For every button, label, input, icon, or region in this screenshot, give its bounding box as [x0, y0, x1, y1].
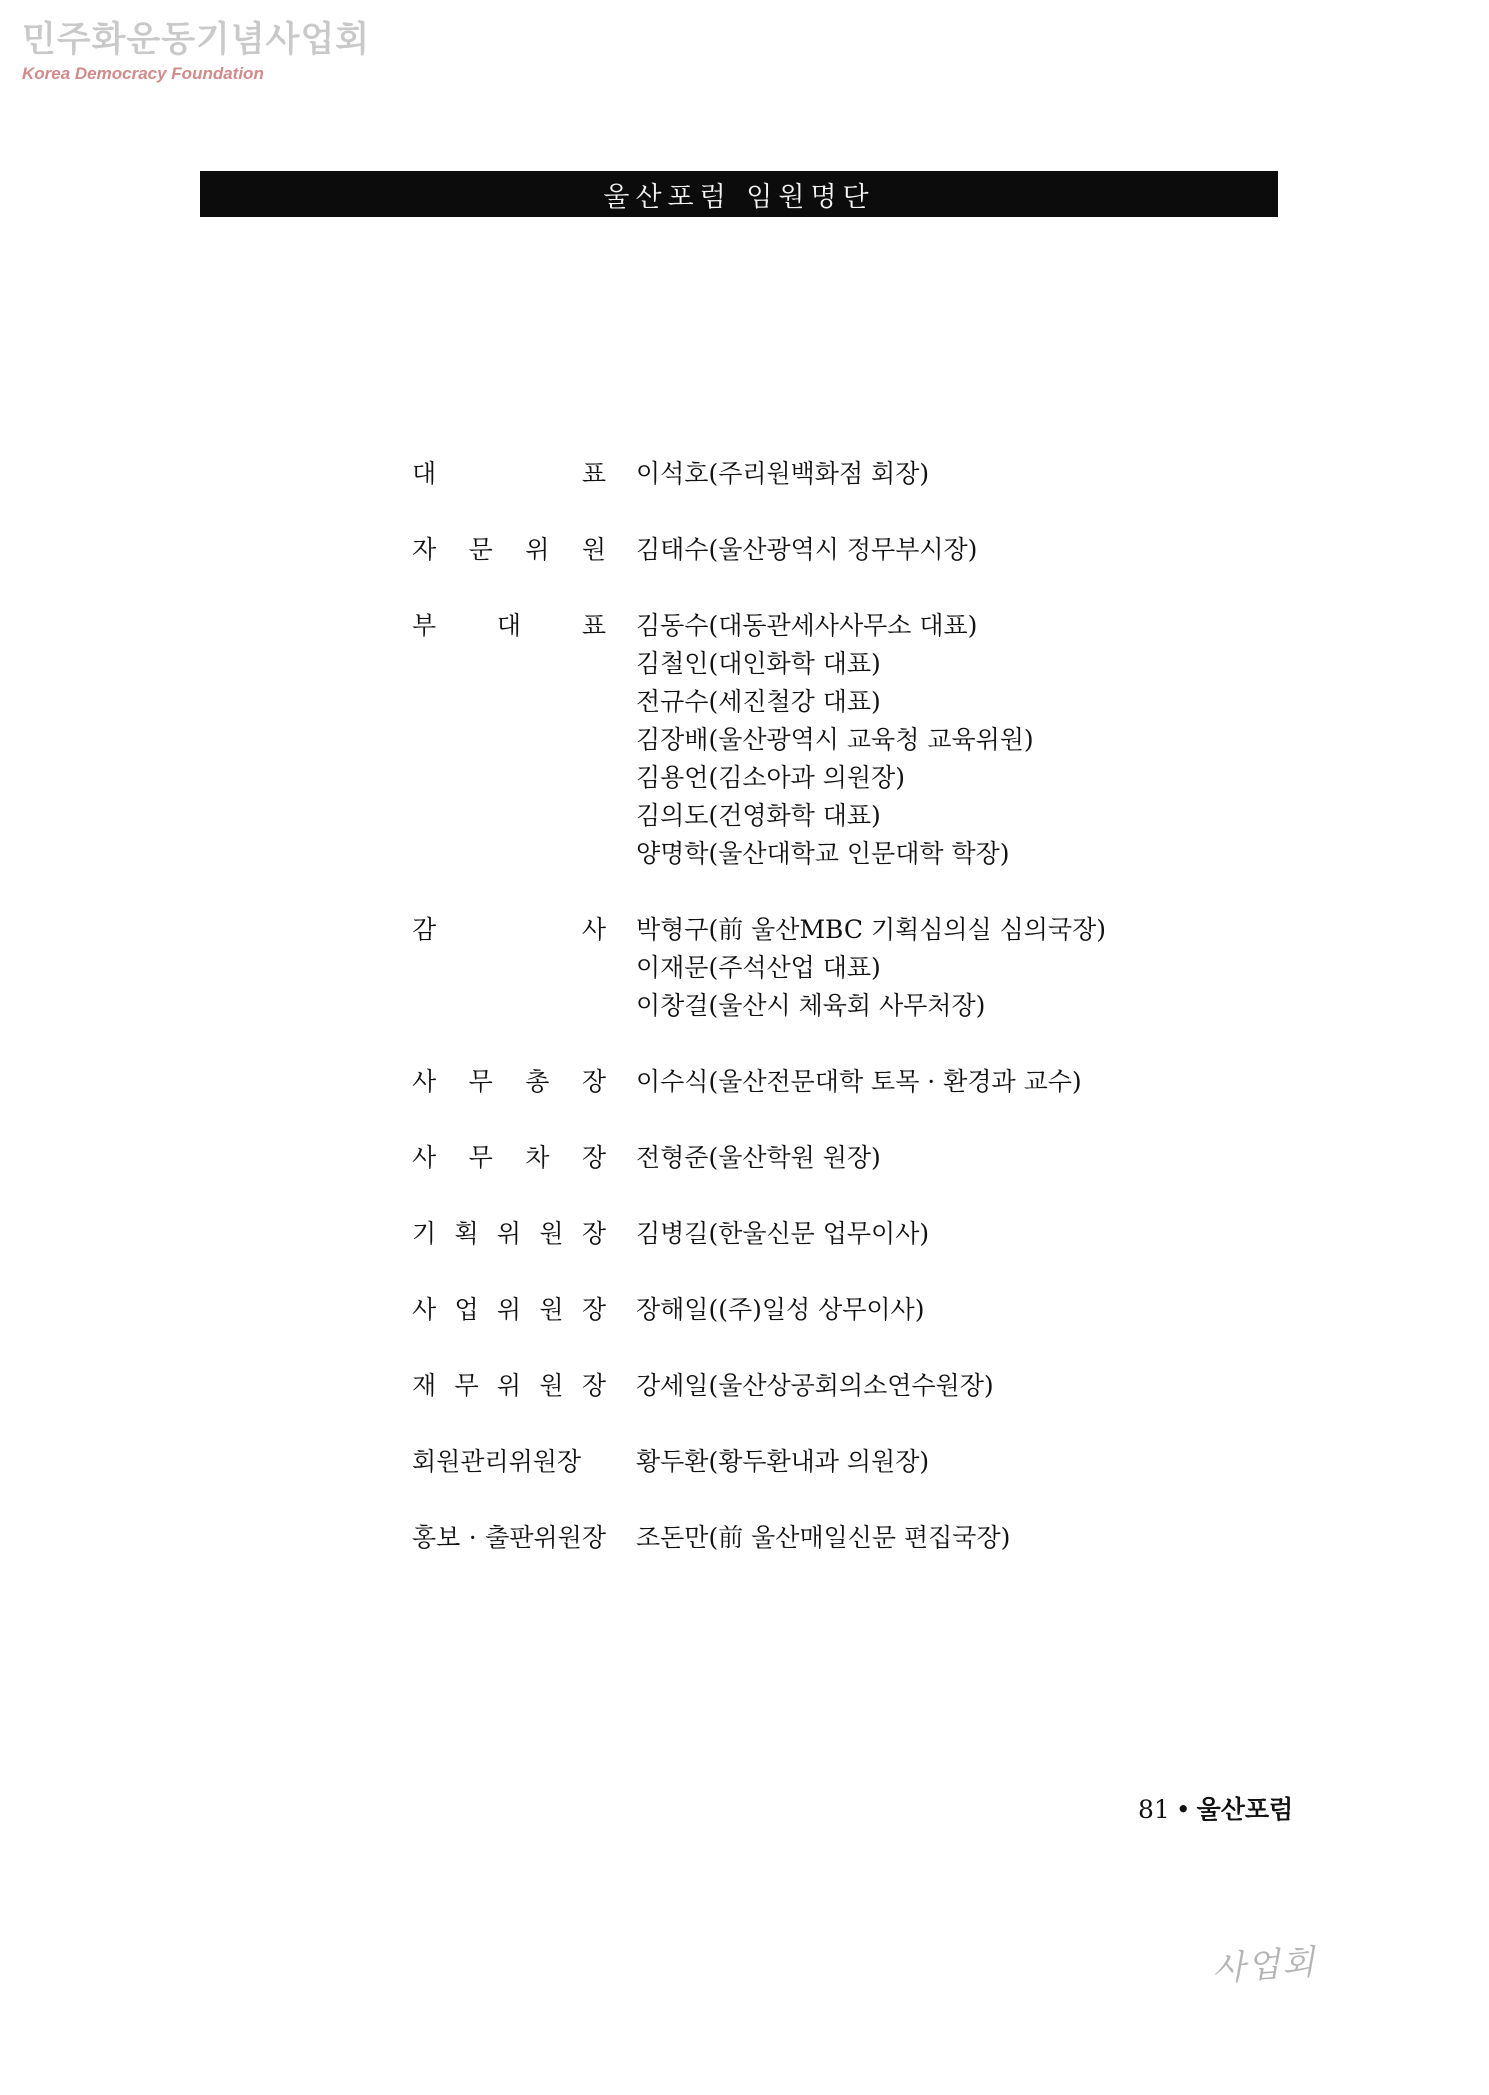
officer-name: 김용언(김소아과 의원장)	[636, 763, 905, 792]
officer-name: 장해일((주)일성 상무이사)	[636, 1295, 925, 1324]
footer-separator: •	[1175, 1795, 1191, 1824]
officer-name: 김의도(건영화학 대표)	[636, 801, 881, 830]
officer-entry	[412, 607, 1172, 873]
officer-entry	[412, 1139, 1172, 1177]
officer-role: 자 문 위 원	[412, 535, 606, 564]
officer-entry	[412, 531, 1172, 569]
officer-names	[636, 1063, 1082, 1101]
page-title: 울산포럼 임원명단	[603, 181, 875, 213]
officer-role: 사 무 총 장	[412, 1067, 606, 1096]
officer-entry	[412, 1519, 1172, 1557]
title-bar	[200, 171, 1278, 217]
officer-name: 양명학(울산대학교 인문대학 학장)	[636, 839, 1010, 868]
officer-entry	[412, 1063, 1172, 1101]
officer-name: 이창걸(울산시 체육회 사무처장)	[636, 991, 986, 1020]
officer-role: 기 획 위 원 장	[412, 1219, 606, 1248]
officer-names	[636, 455, 929, 493]
officer-entry	[412, 1367, 1172, 1405]
officer-entry	[412, 1215, 1172, 1253]
officer-role: 홍보 · 출판위원장	[412, 1523, 606, 1552]
officer-name: 박형구(前 울산MBC 기획심의실 심의국장)	[636, 915, 1107, 944]
watermark-korean: 민주화운동기념사업회	[22, 20, 371, 60]
officer-name: 김태수(울산광역시 정무부시장)	[636, 535, 978, 564]
officer-role: 재 무 위 원 장	[412, 1371, 606, 1400]
officer-entry	[412, 455, 1172, 493]
page-footer	[1138, 1790, 1293, 1826]
officer-names	[636, 1291, 924, 1329]
officer-names	[636, 1215, 929, 1253]
officer-entry	[412, 1443, 1172, 1481]
publication-name: 울산포럼	[1196, 1795, 1294, 1824]
officer-name: 강세일(울산상공회의소연수원장)	[636, 1371, 994, 1400]
officer-name: 이석호(주리원백화점 회장)	[636, 459, 930, 488]
officer-names	[636, 607, 1034, 873]
page-number: 81	[1138, 1795, 1170, 1824]
officer-role: 사 무 차 장	[412, 1143, 606, 1172]
officer-names	[636, 1443, 929, 1481]
officer-role: 회원관리위원장	[412, 1447, 582, 1476]
officer-names	[636, 1139, 881, 1177]
officer-role: 사 업 위 원 장	[412, 1295, 606, 1324]
watermark	[22, 18, 370, 84]
officer-name: 전형준(울산학원 원장)	[636, 1143, 881, 1172]
officer-roster	[412, 455, 1172, 1595]
officer-role: 대 표	[412, 459, 606, 488]
officer-entry	[412, 1291, 1172, 1329]
officer-name: 이재문(주석산업 대표)	[636, 953, 881, 982]
officer-name: 김장배(울산광역시 교육청 교육위원)	[636, 725, 1034, 754]
officer-name: 김철인(대인화학 대표)	[636, 649, 881, 678]
officer-names	[636, 911, 1106, 1025]
officer-name: 조돈만(前 울산매일신문 편집국장)	[636, 1523, 1011, 1552]
watermark-english: Korea Democracy Foundation	[22, 64, 264, 83]
officer-names	[636, 531, 977, 569]
officer-name: 김동수(대동관세사사무소 대표)	[636, 611, 978, 640]
officer-role: 감 사	[412, 915, 606, 944]
officer-role: 부 대 표	[412, 611, 606, 640]
officer-name: 김병길(한울신문 업무이사)	[636, 1219, 930, 1248]
officer-entry	[412, 911, 1172, 1025]
officer-names	[636, 1367, 994, 1405]
officer-name: 이수식(울산전문대학 토목 · 환경과 교수)	[636, 1067, 1082, 1096]
officer-name: 황두환(황두환내과 의원장)	[636, 1447, 930, 1476]
officer-name: 전규수(세진철강 대표)	[636, 687, 881, 716]
officer-names	[636, 1519, 1010, 1557]
handwritten-stamp: 사업회	[1210, 1942, 1319, 1990]
